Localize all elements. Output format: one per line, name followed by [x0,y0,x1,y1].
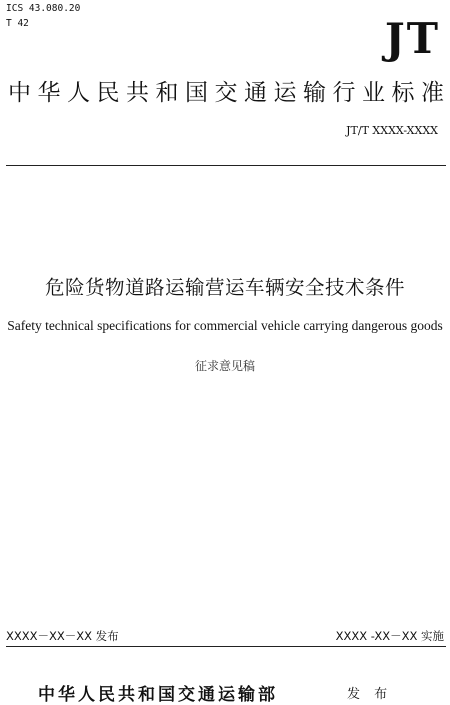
document-title-en: Safety technical specifications for commercial vehicle carrying dangerous goods [7,318,443,333]
issue-date: XXXX－XX－XX 发布 [6,629,119,643]
jt-logo: JT [384,14,440,63]
standard-type-heading: 中华人民共和国交通运输行业标准 [8,80,450,106]
draft-label: 征求意见稿 [194,359,255,373]
standard-number: JT/T XXXX-XXXX [346,124,438,137]
bottom-divider [6,646,446,647]
classification-code: T 42 [6,18,29,29]
ics-code: ICS 43.080.20 [6,3,81,14]
document-title-zh: 危险货物道路运输营运车辆安全技术条件 [44,276,405,299]
implementation-date: XXXX -XX－XX 实施 [335,629,444,643]
issuer-action: 发 布 [347,687,393,702]
issuer-name: 中华人民共和国交通运输部 [38,685,278,705]
top-divider [6,165,446,166]
